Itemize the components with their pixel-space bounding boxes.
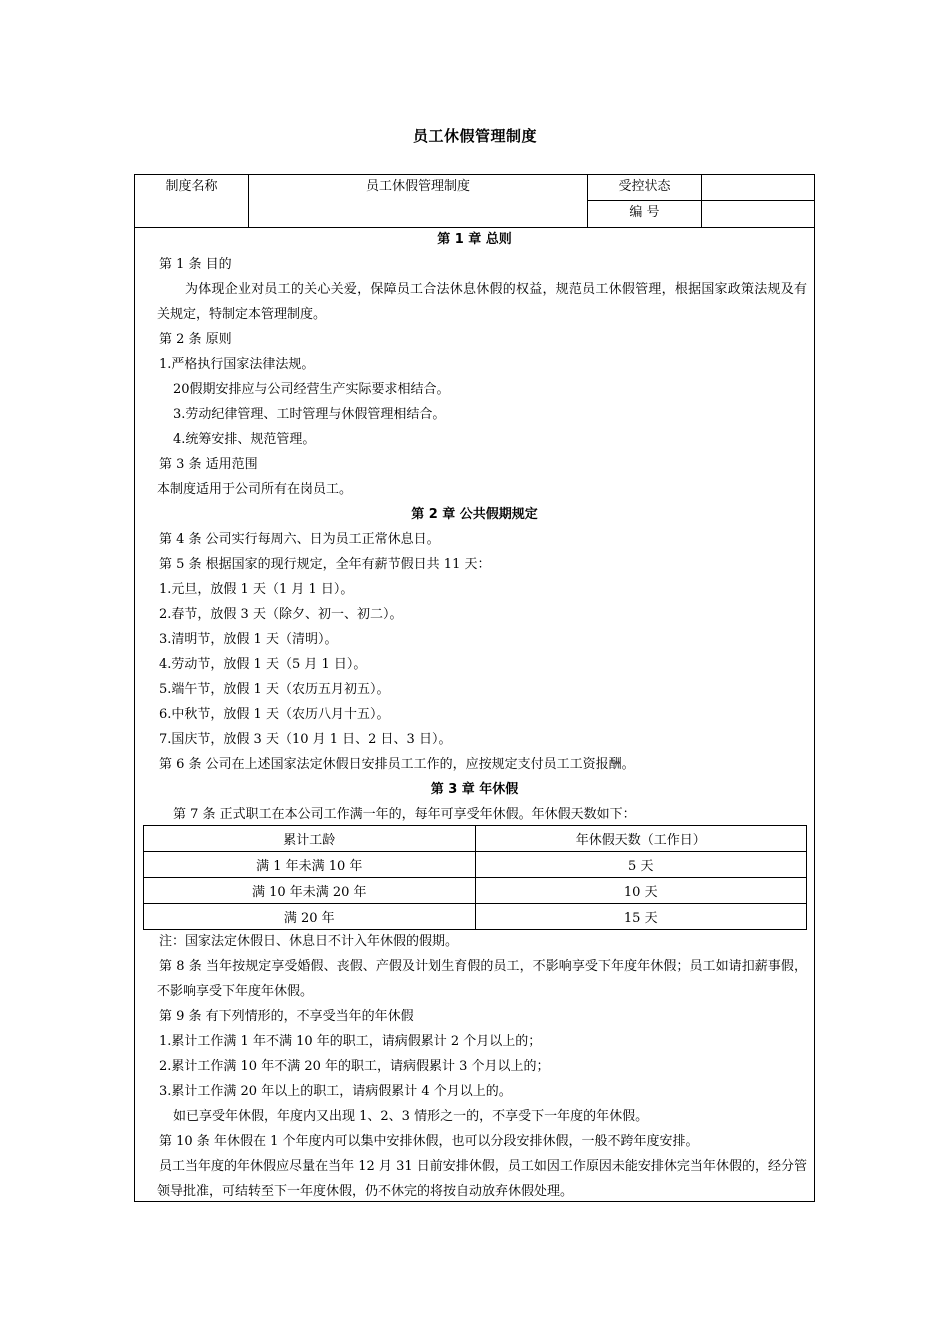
article-text: 本制度适用于公司所有在岗员工。 [157, 482, 353, 497]
form-header [135, 175, 814, 228]
table-header-row [144, 826, 807, 852]
note-text: 注：国家法定休假日、休息日不计入年休假的假期。 [159, 934, 459, 949]
article-heading: 第 6 条 公司在上述国家法定休假日安排员工工作的，应按规定支付员工工资报酬。 [159, 757, 635, 772]
list-item: 4.统筹安排、规范管理。 [173, 432, 316, 447]
chapter-heading: 第 1 章 总则 [437, 232, 512, 247]
holiday-item: 5.端午节，放假 1 天（农历五月初五）。 [159, 682, 390, 697]
article-text: 为体现企业对员工的关心关爱，保障员工合法休息休假的权益，规范员工休假管理，根据国家政策法规及有关规定，特制定本管理制度。 [157, 282, 807, 322]
list-item: 2.累计工作满 10 年不满 20 年的职工，请病假累计 3 个月以上的； [159, 1059, 550, 1074]
holiday-item: 4.劳动节，放假 1 天（5 月 1 日）。 [159, 657, 367, 672]
holiday-item: 3.清明节，放假 1 天（清明）。 [159, 632, 338, 647]
name-value: 员工休假管理制度 [365, 179, 470, 194]
policy-form [134, 174, 815, 1202]
table-row [144, 904, 807, 930]
list-item: 1.严格执行国家法律法规。 [159, 357, 315, 372]
table-header-cell: 年休假天数（工作日） [475, 826, 807, 852]
article-heading: 第 4 条 公司实行每周六、日为员工正常休息日。 [159, 532, 440, 547]
annual-leave-table [143, 825, 807, 930]
article-heading: 第 9 条 有下列情形的，不享受当年的年休假 [159, 1009, 414, 1024]
article-heading: 第 7 条 正式职工在本公司工作满一年的，每年可享受年休假。年休假天数如下： [173, 807, 636, 822]
table-cell: 满 1 年未满 10 年 [144, 852, 476, 878]
table-cell: 10 天 [475, 878, 807, 904]
page-title: 员工休假管理制度 [412, 127, 537, 145]
holiday-item: 6.中秋节，放假 1 天（农历八月十五）。 [159, 707, 390, 722]
table-row [144, 878, 807, 904]
status-label: 受控状态 [618, 179, 671, 194]
table-cell: 5 天 [475, 852, 807, 878]
table-cell: 满 10 年未满 20 年 [144, 878, 476, 904]
holiday-item: 1.元旦，放假 1 天（1 月 1 日）。 [159, 582, 354, 597]
table-cell: 满 20 年 [144, 904, 476, 930]
list-item: 3.累计工作满 20 年以上的职工，请病假累计 4 个月以上的。 [159, 1084, 512, 1099]
table-row [144, 852, 807, 878]
number-label: 编 号 [629, 205, 660, 220]
chapter-heading: 第 2 章 公共假期规定 [411, 507, 538, 522]
article-heading: 第 1 条 目的 [159, 257, 232, 272]
article-text: 员工当年度的年休假应尽量在当年 12 月 31 日前安排休假，员工如因工作原因未能安排休完当年休假的，经分管领导批准，可结转至下一年度休假，仍不休完的将按自动放弃休假处理。 [157, 1159, 807, 1199]
name-label: 制度名称 [165, 179, 218, 194]
article-heading: 第 5 条 根据国家的现行规定，全年有薪节假日共 11 天： [159, 557, 491, 572]
chapter-heading: 第 3 章 年休假 [430, 782, 519, 797]
holiday-item: 2.春节，放假 3 天（除夕、初一、初二）。 [159, 607, 403, 622]
article-heading: 第 3 条 适用范围 [159, 457, 258, 472]
article-heading: 第 8 条 当年按规定享受婚假、丧假、产假及计划生育假的员工，不影响享受下年度年休假；员工如请扣薪事假，不影响享受下年度年休假。 [157, 959, 807, 999]
article-heading: 第 10 条 年休假在 1 个年度内可以集中安排休假，也可以分段安排休假，一般不跨年度安排。 [159, 1134, 699, 1149]
list-item: 3.劳动纪律管理、工时管理与休假管理相结合。 [173, 407, 446, 422]
list-item: 20假期安排应与公司经营生产实际要求相结合。 [173, 382, 450, 397]
article-heading: 第 2 条 原则 [159, 332, 232, 347]
table-header-cell: 累计工龄 [144, 826, 476, 852]
list-item: 1.累计工作满 1 年不满 10 年的职工，请病假累计 2 个月以上的； [159, 1034, 542, 1049]
table-cell: 15 天 [475, 904, 807, 930]
list-item: 如已享受年休假，年度内又出现 1、2、3 情形之一的，不享受下一年度的年休假。 [173, 1109, 649, 1124]
holiday-item: 7.国庆节，放假 3 天（10 月 1 日、2 日、3 日）。 [159, 732, 452, 747]
